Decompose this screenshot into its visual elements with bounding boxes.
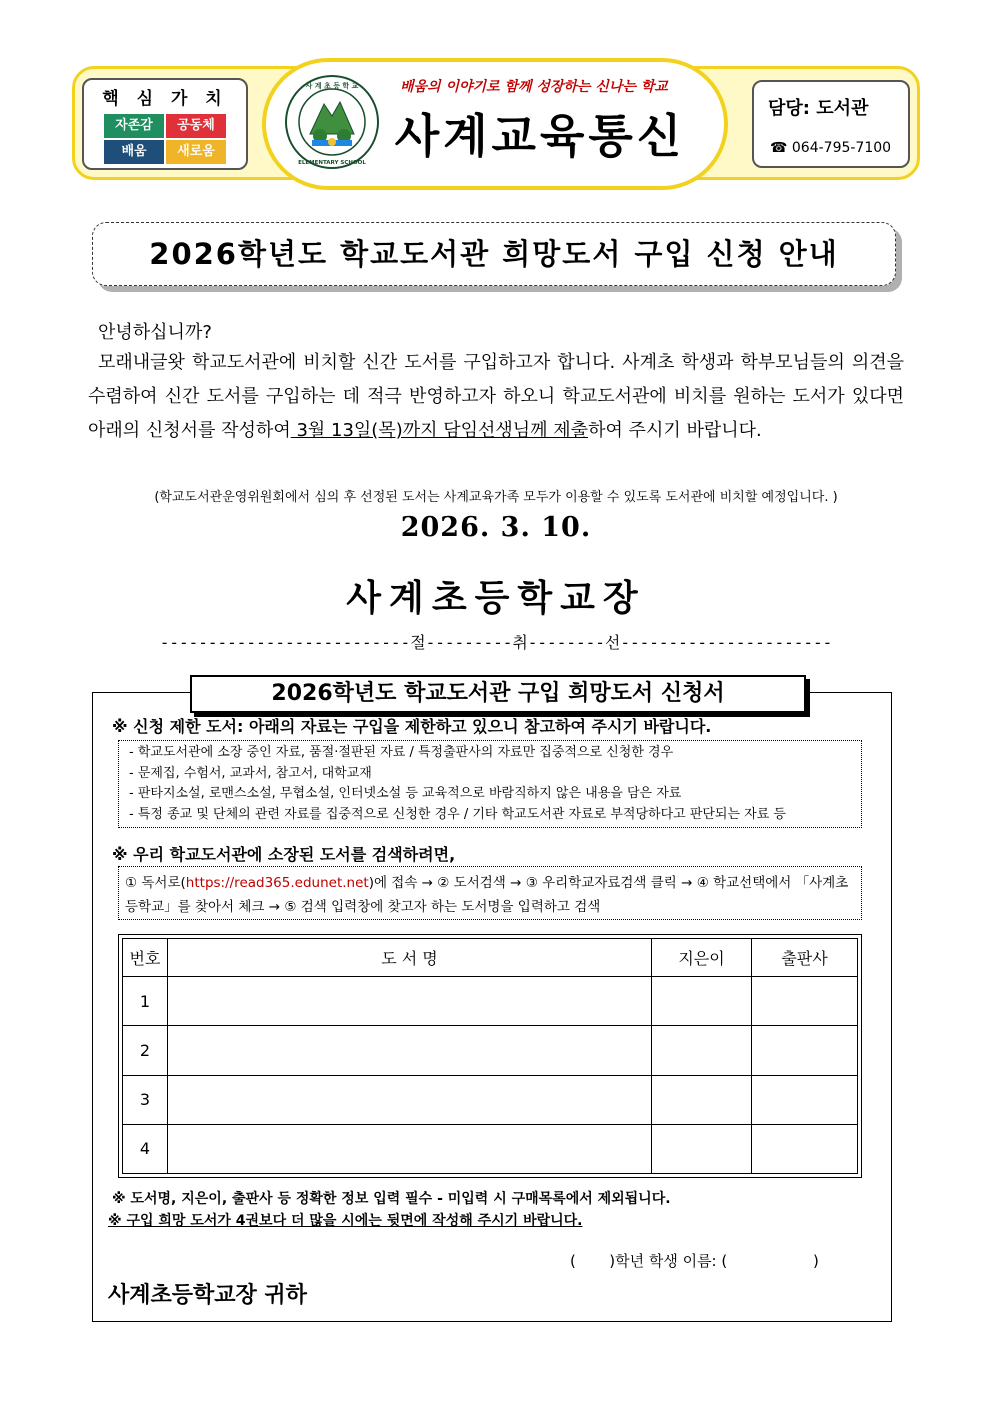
row-number: 1	[123, 977, 168, 1026]
greeting: 안녕하십니까?	[98, 322, 212, 343]
core-values-title: 핵 심 가 치	[102, 89, 228, 109]
svg-text:ELEMENTARY SCHOOL: ELEMENTARY SCHOOL	[298, 160, 366, 166]
core-value-badge: 자존감	[104, 114, 164, 138]
book-title-cell[interactable]	[168, 1075, 652, 1124]
student-info-line[interactable]: ( )학년 학생 이름: ( )	[570, 1252, 819, 1270]
header-publisher: 출판사	[752, 939, 858, 977]
contact-label: 담당: 도서관	[768, 98, 869, 119]
search-heading: ※ 우리 학교도서관에 소장된 도서를 검색하려면,	[112, 845, 456, 864]
book-title-cell[interactable]	[168, 977, 652, 1026]
header-author: 지은이	[652, 939, 752, 977]
book-title-cell[interactable]	[168, 1124, 652, 1173]
cut-line: --------------------------절---------취--------선----------------------	[159, 633, 833, 652]
core-value-badge: 공동체	[166, 114, 226, 138]
table-row	[123, 1075, 858, 1124]
restriction-item: - 학교도서관에 소장 중인 자료, 품절·절판된 자료 / 특정출판사의 자료만 집중적으로 신청한 경우	[129, 745, 674, 760]
table-row	[123, 1026, 858, 1075]
table-row	[123, 1124, 858, 1173]
form-title: 2026학년도 학교도서관 구입 희망도서 신청서	[190, 675, 806, 713]
notice-date: 2026. 3. 10.	[400, 512, 592, 543]
header-book-title: 도 서 명	[168, 939, 652, 977]
header-number: 번호	[123, 939, 168, 977]
committee-note: (학교도서관운영위원회에서 심의 후 선정된 도서는 사계교육가족 모두가 이용할 수 있도록 도서관에 비치할 예정입니다. )	[154, 490, 838, 505]
publisher-cell[interactable]	[752, 1124, 858, 1173]
author-cell[interactable]	[652, 1124, 752, 1173]
principal-signature: 사계초등학교장	[346, 578, 646, 619]
addressee: 사계초등학교장 귀하	[108, 1283, 307, 1308]
row-number: 4	[123, 1124, 168, 1173]
search-instructions	[118, 866, 862, 920]
search-step-text: )에 접속 → ② 도서검색 → ③ 우리학교자료검색 클릭 → ④ 학교선택에서 「사계초등학교」를 찾아서 체크 → ⑤ 검색 입력창에 찾고자 하는 도서명을 입력하고 검색	[125, 875, 849, 915]
request-table	[122, 938, 858, 1174]
paragraph-text: 하여 주시기 바랍니다.	[588, 420, 762, 441]
core-value-badge: 새로움	[166, 140, 226, 164]
search-step-text: ① 독서로(	[125, 875, 186, 891]
author-cell[interactable]	[652, 1075, 752, 1124]
restriction-heading: ※ 신청 제한 도서: 아래의 자료는 구입을 제한하고 있으니 참고하여 주시기 바랍니다.	[112, 717, 712, 736]
search-url[interactable]: https://read365.edunet.net	[185, 875, 369, 891]
contact-phone: ☎ 064-795-7100	[770, 140, 892, 156]
notice-paragraph	[88, 346, 904, 448]
restriction-item: - 특정 종교 및 단체의 관련 자료를 집중적으로 신청한 경우 / 기타 학교도서관 자료로 부적당하다고 판단되는 자료 등	[129, 806, 786, 822]
extra-books-warning: ※ 구입 희망 도서가 4권보다 더 많을 시에는 뒷면에 작성해 주시기 바랍니다.	[108, 1213, 583, 1229]
restriction-item: - 문제집, 수험서, 교과서, 참고서, 대학교재	[129, 765, 372, 781]
publisher-cell[interactable]	[752, 977, 858, 1026]
table-row	[123, 977, 858, 1026]
svg-text:사 계 초 등 학 교: 사 계 초 등 학 교	[305, 82, 359, 90]
newsletter-title: 사계교육통신	[394, 109, 686, 163]
school-logo	[284, 74, 380, 170]
author-cell[interactable]	[652, 1026, 752, 1075]
restriction-list	[118, 740, 862, 828]
restriction-item: - 판타지소설, 로맨스소설, 무협소설, 인터넷소설 등 교육적으로 바람직하지 않은 내용을 담은 자료	[129, 786, 682, 801]
core-values-box	[82, 78, 248, 170]
book-title-cell[interactable]	[168, 1026, 652, 1075]
paragraph-text: 모래내글왓 학교도서관에 비치할 신간 도서를 구입하고자 합니다. 사계초 학생과 학부모님들의 의견을 수렴하여 신간 도서를 구입하는 데 적극 반영하고자 하오니 학교도서관에 비치를 원하는 도서가 있다면 아래의 신청서를 작성하여	[88, 352, 904, 441]
row-number: 2	[123, 1026, 168, 1075]
contact-box	[752, 80, 910, 168]
required-info-warning: ※ 도서명, 지은이, 출판사 등 정확한 정보 입력 필수 - 미입력 시 구매목록에서 제외됩니다.	[112, 1191, 671, 1207]
notice-title: 2026학년도 학교도서관 희망도서 구입 신청 안내	[92, 222, 896, 286]
table-header-row	[123, 939, 858, 977]
request-table-wrapper	[118, 934, 862, 1178]
author-cell[interactable]	[652, 977, 752, 1026]
publisher-cell[interactable]	[752, 1026, 858, 1075]
school-slogan: 배움의 이야기로 함께 성장하는 신나는 학교	[400, 79, 668, 95]
core-value-badge: 배움	[104, 140, 164, 164]
deadline-highlight: 3월 13일(목)까지 담임선생님께 제출	[290, 420, 589, 441]
publisher-cell[interactable]	[752, 1075, 858, 1124]
row-number: 3	[123, 1075, 168, 1124]
